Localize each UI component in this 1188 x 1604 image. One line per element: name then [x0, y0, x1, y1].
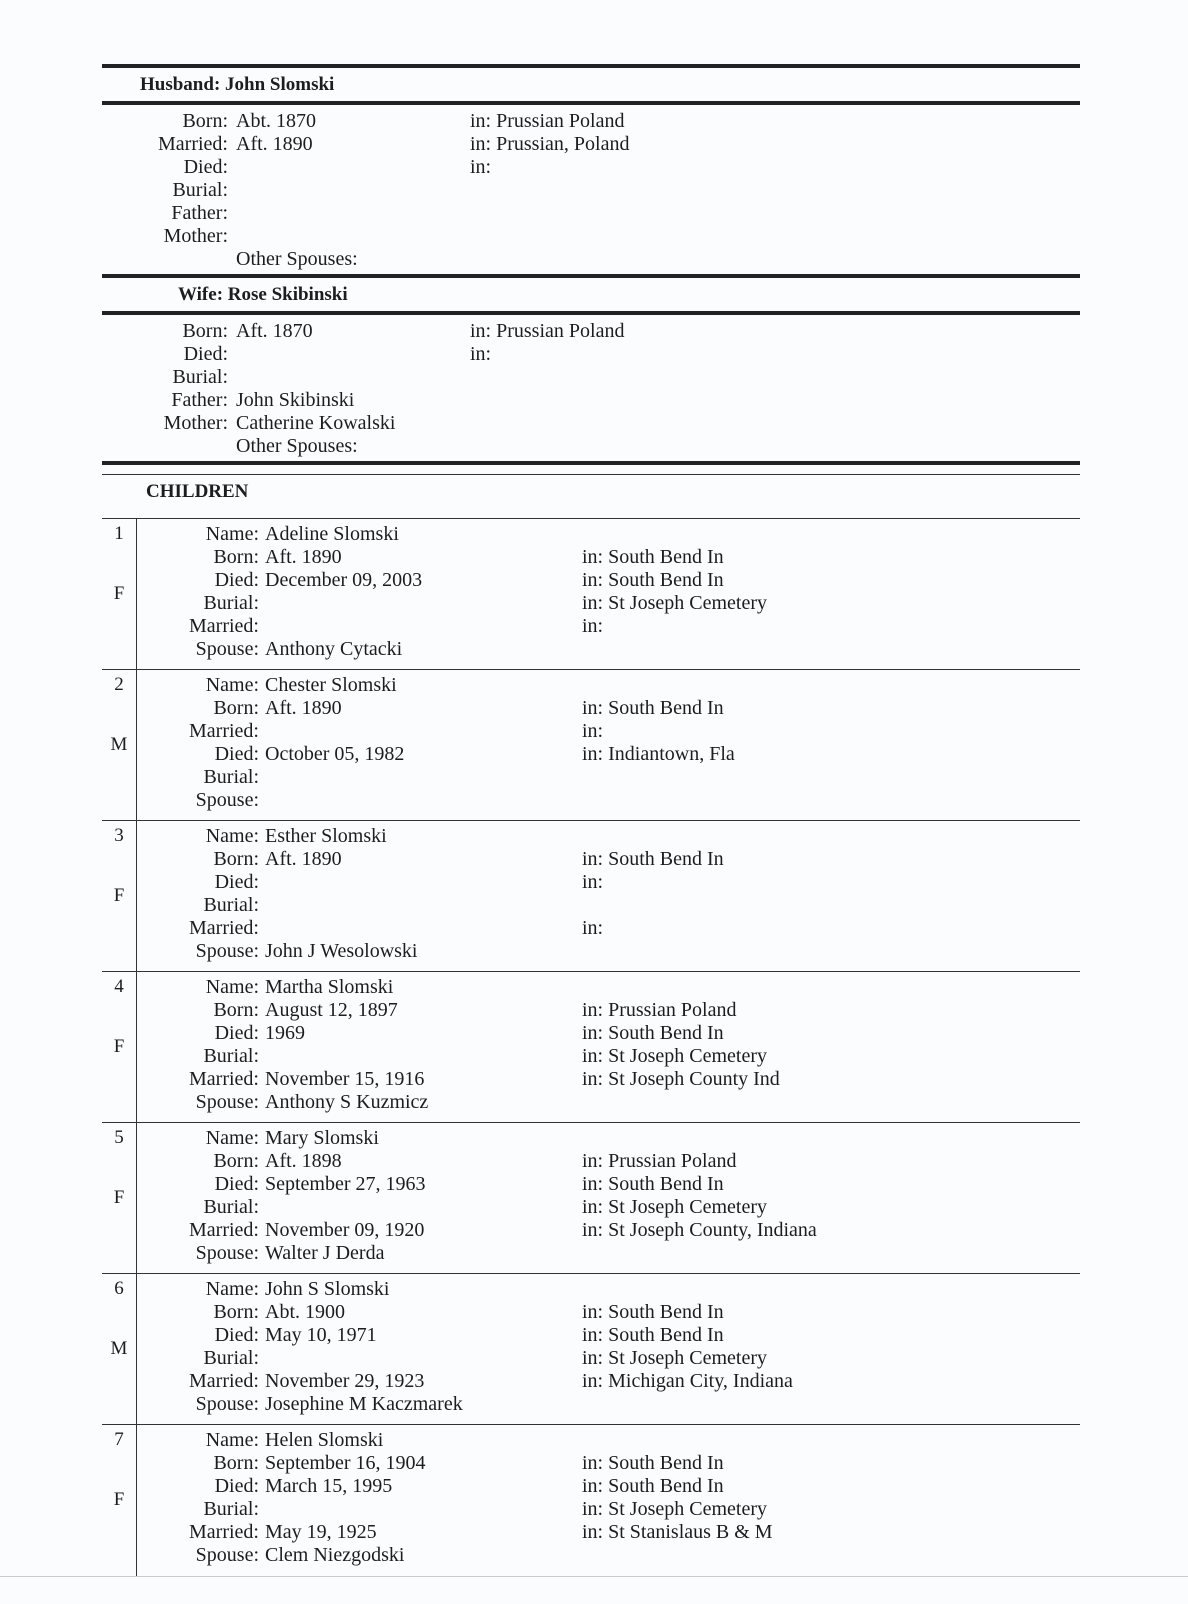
child-field-row — [102, 848, 1080, 871]
husband-married-value: Aft. 1890 — [236, 133, 313, 155]
field-place: in: St Joseph Cemetery — [582, 1347, 767, 1369]
child-field-row — [102, 1393, 1080, 1416]
wife-header — [178, 283, 348, 306]
child-field-row — [102, 1498, 1080, 1521]
field-value: Anthony Cytacki — [265, 638, 403, 660]
field-value: October 05, 1982 — [265, 743, 405, 765]
child-field-row — [102, 999, 1080, 1022]
child-field-row — [102, 674, 1080, 697]
child-sex: F — [113, 1187, 125, 1208]
child-sex: F — [113, 885, 125, 906]
page-edge — [0, 1576, 1188, 1577]
child-field-row — [102, 546, 1080, 569]
field-value: Abt. 1900 — [265, 1301, 345, 1323]
husband-married-label: Married: — [158, 133, 228, 155]
field-place: in: South Bend In — [582, 1475, 724, 1497]
child-record — [102, 971, 1080, 1123]
field-label: Burial: — [203, 1196, 259, 1218]
field-place: in: South Bend In — [582, 848, 724, 870]
field-label: Died: — [214, 1022, 259, 1044]
husband-married-place: in: Prussian, Poland — [470, 133, 630, 155]
field-label: Burial: — [203, 1347, 259, 1369]
field-label: Born: — [213, 999, 259, 1021]
field-label: Burial: — [203, 766, 259, 788]
child-record — [102, 820, 1080, 972]
field-value: September 27, 1963 — [265, 1173, 426, 1195]
field-label: Born: — [213, 1452, 259, 1474]
field-label: Spouse: — [195, 1091, 259, 1113]
husband-father-label: Father: — [171, 202, 228, 224]
rule — [102, 311, 1080, 315]
field-value: Mary Slomski — [265, 1127, 379, 1149]
child-field-row — [102, 976, 1080, 999]
husband-born-value: Abt. 1870 — [236, 110, 316, 132]
child-record — [102, 1122, 1080, 1274]
field-label: Born: — [213, 848, 259, 870]
wife-born-place: in: Prussian Poland — [470, 320, 625, 342]
field-place: in: Michigan City, Indiana — [582, 1370, 793, 1392]
child-field-row — [102, 1045, 1080, 1068]
field-value: November 15, 1916 — [265, 1068, 425, 1090]
field-value: Aft. 1890 — [265, 848, 342, 870]
wife-other-spouses: Other Spouses: — [236, 435, 358, 457]
field-label: Spouse: — [195, 1544, 259, 1566]
husband-burial-label: Burial: — [172, 179, 228, 201]
field-label: Born: — [213, 1301, 259, 1323]
child-number: 7 — [114, 1429, 124, 1450]
wife-name: Rose Skibinski — [227, 284, 348, 305]
field-place: in: St Joseph County, Indiana — [582, 1219, 817, 1241]
child-record — [102, 518, 1080, 670]
child-sex: M — [110, 734, 128, 755]
child-field-row — [102, 1150, 1080, 1173]
child-field-row — [102, 1370, 1080, 1393]
child-field-row — [102, 697, 1080, 720]
wife-burial-label: Burial: — [172, 366, 228, 388]
child-field-row — [102, 1127, 1080, 1150]
child-field-row — [102, 1324, 1080, 1347]
child-field-row — [102, 1429, 1080, 1452]
field-value: John S Slomski — [265, 1278, 390, 1300]
wife-died-label: Died: — [183, 343, 228, 365]
field-value: Esther Slomski — [265, 825, 387, 847]
field-value: Walter J Derda — [265, 1242, 385, 1264]
husband-born-label: Born: — [182, 110, 228, 132]
child-field-row — [102, 569, 1080, 592]
child-record — [102, 1424, 1080, 1576]
husband-other-spouses: Other Spouses: — [236, 248, 358, 270]
child-field-row — [102, 743, 1080, 766]
child-field-row — [102, 940, 1080, 963]
wife-born-label: Born: — [182, 320, 228, 342]
child-field-row — [102, 1196, 1080, 1219]
child-field-row — [102, 1068, 1080, 1091]
field-place: in: South Bend In — [582, 697, 724, 719]
field-value: September 16, 1904 — [265, 1452, 426, 1474]
child-field-row — [102, 1219, 1080, 1242]
field-label: Died: — [214, 1173, 259, 1195]
child-number: 1 — [114, 523, 124, 544]
child-field-row — [102, 871, 1080, 894]
field-label: Name: — [205, 1429, 259, 1451]
child-field-row — [102, 1022, 1080, 1045]
field-value: November 09, 1920 — [265, 1219, 425, 1241]
field-label: Married: — [189, 615, 259, 637]
wife-mother-label: Mother: — [163, 412, 228, 434]
child-field-row — [102, 1242, 1080, 1265]
field-value: May 10, 1971 — [265, 1324, 377, 1346]
field-value: John J Wesolowski — [265, 940, 418, 962]
field-place: in: Prussian Poland — [582, 1150, 737, 1172]
field-value: November 29, 1923 — [265, 1370, 425, 1392]
child-field-row — [102, 1544, 1080, 1567]
child-field-row — [102, 1173, 1080, 1196]
rule — [102, 274, 1080, 278]
field-label: Burial: — [203, 592, 259, 614]
field-label: Died: — [214, 1324, 259, 1346]
field-value: Adeline Slomski — [265, 523, 399, 545]
field-value: Clem Niezgodski — [265, 1544, 405, 1566]
child-field-row — [102, 720, 1080, 743]
field-place: in: South Bend In — [582, 1324, 724, 1346]
field-place: in: Indiantown, Fla — [582, 743, 735, 765]
husband-born-place: in: Prussian Poland — [470, 110, 625, 132]
child-field-row — [102, 638, 1080, 661]
field-label: Born: — [213, 697, 259, 719]
field-label: Burial: — [203, 1045, 259, 1067]
child-number: 6 — [114, 1278, 124, 1299]
field-label: Died: — [214, 1475, 259, 1497]
field-value: Anthony S Kuzmicz — [265, 1091, 429, 1113]
field-label: Name: — [205, 825, 259, 847]
field-value: August 12, 1897 — [265, 999, 398, 1021]
wife-mother-value: Catherine Kowalski — [236, 412, 396, 434]
field-place: in: South Bend In — [582, 1452, 724, 1474]
field-place: in: Prussian Poland — [582, 999, 737, 1021]
field-label: Name: — [205, 674, 259, 696]
child-sex: M — [110, 1338, 128, 1359]
field-value: Aft. 1890 — [265, 697, 342, 719]
field-value: May 19, 1925 — [265, 1521, 377, 1543]
husband-died-place: in: — [470, 156, 492, 178]
child-number: 3 — [114, 825, 124, 846]
field-label: Married: — [189, 1370, 259, 1392]
field-label: Born: — [213, 546, 259, 568]
child-field-row — [102, 1278, 1080, 1301]
husband-label: Husband: — [140, 74, 221, 95]
field-place: in: St Joseph Cemetery — [582, 1045, 767, 1067]
field-place: in: — [582, 720, 604, 742]
wife-born-value: Aft. 1870 — [236, 320, 313, 342]
field-label: Name: — [205, 523, 259, 545]
field-value: 1969 — [265, 1022, 305, 1044]
field-label: Name: — [205, 1127, 259, 1149]
field-label: Burial: — [203, 1498, 259, 1520]
child-field-row — [102, 894, 1080, 917]
child-sex: F — [113, 1036, 125, 1057]
field-place: in: — [582, 871, 604, 893]
child-field-row — [102, 1521, 1080, 1544]
field-value: Josephine M Kaczmarek — [265, 1393, 463, 1415]
field-label: Married: — [189, 720, 259, 742]
child-field-row — [102, 766, 1080, 789]
child-record — [102, 669, 1080, 821]
child-number: 5 — [114, 1127, 124, 1148]
child-record — [102, 1273, 1080, 1425]
field-label: Name: — [205, 976, 259, 998]
field-place: in: St Joseph County Ind — [582, 1068, 780, 1090]
field-place: in: South Bend In — [582, 569, 724, 591]
child-sex: F — [113, 1489, 125, 1510]
field-label: Died: — [214, 871, 259, 893]
wife-father-label: Father: — [171, 389, 228, 411]
field-place: in: St Joseph Cemetery — [582, 592, 767, 614]
husband-mother-label: Mother: — [163, 225, 228, 247]
children-heading: CHILDREN — [146, 481, 249, 502]
field-label: Spouse: — [195, 1242, 259, 1264]
field-label: Spouse: — [195, 638, 259, 660]
husband-header — [140, 73, 334, 96]
field-label: Born: — [213, 1150, 259, 1172]
field-value: Aft. 1898 — [265, 1150, 342, 1172]
field-label: Spouse: — [195, 940, 259, 962]
field-place: in: — [582, 615, 604, 637]
field-value: March 15, 1995 — [265, 1475, 393, 1497]
field-value: Helen Slomski — [265, 1429, 384, 1451]
rule — [102, 64, 1080, 68]
field-place: in: South Bend In — [582, 1173, 724, 1195]
child-field-row — [102, 1452, 1080, 1475]
child-number: 4 — [114, 976, 124, 997]
field-label: Married: — [189, 1521, 259, 1543]
field-value: Aft. 1890 — [265, 546, 342, 568]
field-value: December 09, 2003 — [265, 569, 423, 591]
field-label: Married: — [189, 1219, 259, 1241]
child-field-row — [102, 1301, 1080, 1324]
field-value: Martha Slomski — [265, 976, 394, 998]
field-label: Died: — [214, 569, 259, 591]
field-place: in: St Joseph Cemetery — [582, 1498, 767, 1520]
child-field-row — [102, 1475, 1080, 1498]
child-field-row — [102, 789, 1080, 812]
field-label: Burial: — [203, 894, 259, 916]
child-field-row — [102, 523, 1080, 546]
field-place: in: South Bend In — [582, 1022, 724, 1044]
wife-died-place: in: — [470, 343, 492, 365]
field-place: in: — [582, 917, 604, 939]
child-field-row — [102, 1347, 1080, 1370]
child-sex: F — [113, 583, 125, 604]
child-field-row — [102, 592, 1080, 615]
field-label: Died: — [214, 743, 259, 765]
child-number: 2 — [114, 674, 124, 695]
wife-father-value: John Skibinski — [236, 389, 355, 411]
rule — [102, 461, 1080, 465]
field-value: Chester Slomski — [265, 674, 397, 696]
rule — [102, 101, 1080, 105]
rule — [102, 474, 1080, 475]
child-field-row — [102, 825, 1080, 848]
field-place: in: St Joseph Cemetery — [582, 1196, 767, 1218]
field-place: in: St Stanislaus B & M — [582, 1521, 773, 1543]
field-place: in: South Bend In — [582, 1301, 724, 1323]
child-field-row — [102, 917, 1080, 940]
field-place: in: South Bend In — [582, 546, 724, 568]
field-label: Spouse: — [195, 789, 259, 811]
field-label: Married: — [189, 1068, 259, 1090]
field-label: Name: — [205, 1278, 259, 1300]
husband-died-label: Died: — [183, 156, 228, 178]
child-field-row — [102, 1091, 1080, 1114]
field-label: Married: — [189, 917, 259, 939]
child-field-row — [102, 615, 1080, 638]
husband-name: John Slomski — [225, 74, 335, 95]
field-label: Spouse: — [195, 1393, 259, 1415]
wife-label: Wife: — [178, 284, 224, 305]
